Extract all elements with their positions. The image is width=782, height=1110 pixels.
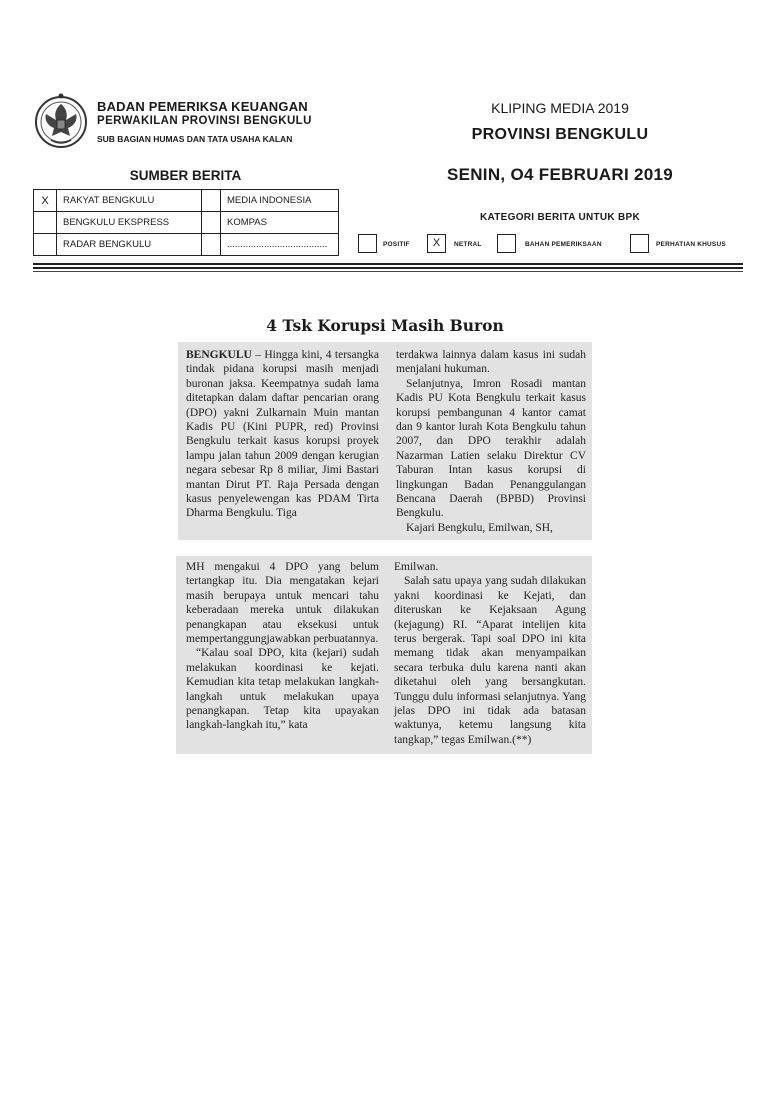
- org-name: BADAN PEMERIKSA KEUANGAN: [97, 99, 308, 114]
- source-name: ......................................: [221, 234, 339, 256]
- source-row: [34, 190, 339, 212]
- article-paragraph: Emilwan.: [394, 561, 439, 573]
- source-row: [34, 234, 339, 256]
- source-row: [34, 212, 339, 234]
- article-column: [396, 348, 586, 535]
- source-name: KOMPAS: [221, 212, 339, 234]
- article-paragraph: Salah satu upaya yang sudah dilakukan yakni koordinasi ke Kejati, dan diteruskan ke Kejaksaan Agung (kejagung) RI. “Aparat intelijen kita terus bergerak. Tapi soal DPO ini kita memang tidak akan menyampaikan secara terbuka dulu karena nanti akan diketahui oleh yang bersangkutan. Tunggu dulu informasi selanjutnya. Yang jelas DPO ini tidak ada batasan waktunya, ketemu langsung kita tangkap,” tegas Emilwan.(**): [394, 575, 586, 746]
- header-divider: [33, 263, 743, 265]
- header-divider: [33, 267, 743, 269]
- publication-date: SENIN, O4 FEBRUARI 2019: [446, 165, 674, 184]
- source-checkbox: X: [34, 190, 57, 212]
- source-name: MEDIA INDONESIA: [221, 190, 339, 212]
- source-checkbox: [202, 234, 221, 256]
- org-subdivision: SUB BAGIAN HUMAS DAN TATA USAHA KALAN: [97, 134, 293, 144]
- article-clipping-part1: [178, 342, 592, 540]
- article-paragraph: MH mengakui 4 DPO yang belum tertangkap itu. Dia mengatakan kejari masih berupaya untuk mencari tahu keberadaan mereka untuk dilakukan penangkapan atau eksekusi untuk mempertanggungjawabkan perbuatannya.: [186, 561, 379, 646]
- source-checkbox: [202, 212, 221, 234]
- article-clipping-part2: [176, 556, 592, 754]
- source-name: BENGKULU EKSPRESS: [57, 212, 202, 234]
- article-paragraph: “Kalau soal DPO, kita (kejari) sudah melakukan koordinasi ke kejati. Kemudian kita tetap melakukan langkah-langkah untuk melakukan upaya penangkapan. Tetap kita upayakan langkah-langkah itu,” kata: [186, 647, 379, 732]
- article-headline: 4 Tsk Korupsi Masih Buron: [266, 316, 504, 335]
- article-paragraph: Selanjutnya, Imron Rosadi mantan Kadis PU Kota Bengkulu terkait kasus korupsi pembangunan 4 kantor camat dan 9 kantor lurah Kota Bengkulu tahun 2007, dan DPO terakhir adalah Nazarman Latien selaku Direktur CV Taburan Intan kasus korupsi di lingkungan Badan Penanggulangan Bencana Daerah (BPBD) Provinsi Bengkulu.: [396, 377, 586, 520]
- source-checkbox: [202, 190, 221, 212]
- article-column: [186, 348, 379, 521]
- article-paragraph: – Hingga kini, 4 tersangka tindak pidana korupsi masih menjadi buronan jaksa. Keempatnya sudah lama ditetapkan dalam daftar pencarian orang (DPO) yakni Zulkarnain Muin mantan Kadis PU (Kini PUPR, red) Provinsi Bengkulu terkait kasus korupsi proyek lampu jalan tahun 2009 dengan kerugian negara sebesar Rp 8 miliar, Jimi Bastari mantan Dirut PT. Raja Persada dengan kasus penyelewengan kas PDAM Tirta Dharma Bengkulu. Tiga: [186, 349, 379, 520]
- kategori-label-perhatian-khusus: PERHATIAN KHUSUS: [656, 241, 726, 248]
- kategori-label-bahan-pemeriksaan: BAHAN PEMERIKSAAN: [525, 241, 602, 248]
- article-dateline: BENGKULU: [186, 349, 252, 361]
- article-column: [186, 560, 379, 733]
- header-divider: [33, 271, 743, 272]
- sumber-berita-title: SUMBER BERITA: [129, 168, 242, 183]
- article-paragraph: Kajari Bengkulu, Emilwan, SH,: [406, 521, 553, 534]
- source-name: RADAR BENGKULU: [57, 234, 202, 256]
- article-column: [394, 560, 586, 747]
- source-checkbox: [34, 234, 57, 256]
- kategori-checkbox-positif: [358, 234, 377, 253]
- kategori-label-netral: NETRAL: [454, 241, 482, 248]
- article-paragraph: terdakwa lainnya dalam kasus ini sudah menjalani hukuman.: [396, 349, 586, 376]
- source-name: RAKYAT BENGKULU: [57, 190, 202, 212]
- province-title: PROVINSI BENGKULU: [471, 126, 649, 143]
- kliping-title: KLIPING MEDIA 2019: [491, 100, 629, 116]
- kategori-label-positif: POSITIF: [383, 241, 410, 248]
- source-table: [33, 189, 339, 256]
- kategori-title: KATEGORI BERITA UNTUK BPK: [479, 212, 641, 223]
- kategori-checkbox-netral: X: [427, 234, 446, 253]
- org-branch: PERWAKILAN PROVINSI BENGKULU: [97, 115, 312, 127]
- source-checkbox: [34, 212, 57, 234]
- kategori-checkbox-bahan-pemeriksaan: [497, 234, 516, 253]
- kategori-checkbox-perhatian-khusus: [630, 234, 649, 253]
- garuda-emblem-icon: [32, 90, 90, 152]
